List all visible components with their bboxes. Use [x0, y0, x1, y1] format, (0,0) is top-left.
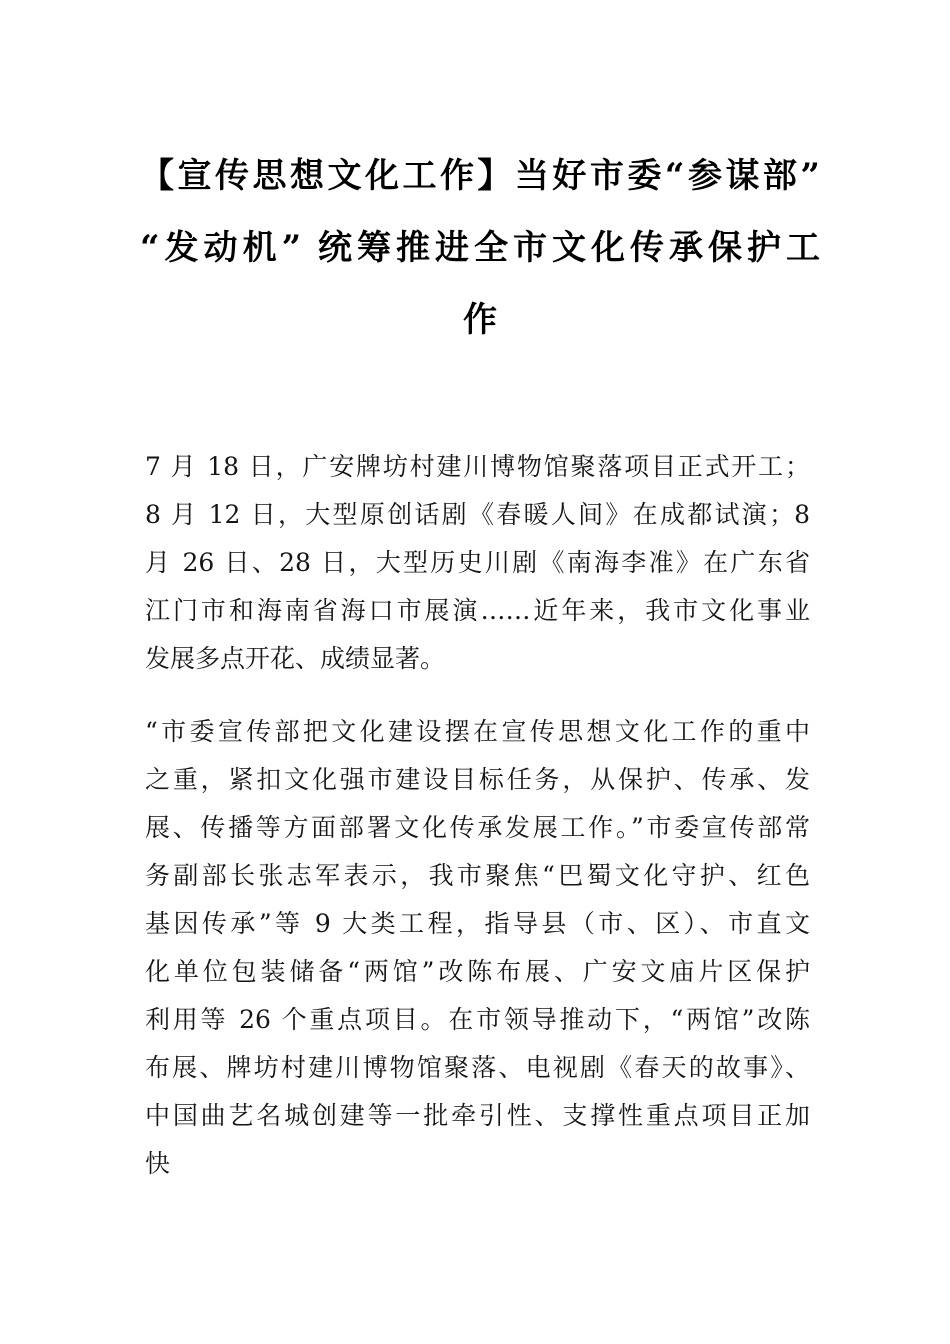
paragraph-line: 中国曲艺名城创建等一批牵引性、支撑性重点项目正加: [145, 1101, 810, 1130]
paragraph-line: “市委宣传部把文化建设摆在宣传思想文化工作的重中: [145, 717, 810, 746]
paragraph-line: 之重，紧扣文化强市建设目标任务，从保护、传承、发: [145, 765, 810, 794]
paragraph-line: 布展、牌坊村建川博物馆聚落、电视剧《春天的故事》、: [145, 1053, 810, 1082]
paragraph-line: 江门市和海南省海口市展演……近年来，我市文化事业: [145, 596, 810, 625]
paragraph-line: 7 月 18 日，广安牌坊村建川博物馆聚落项目正式开工；: [145, 452, 810, 481]
paragraph-2: [145, 708, 810, 1188]
paragraph-line: 务副部长张志军表示，我市聚焦“巴蜀文化守护、红色: [145, 861, 810, 890]
paragraph-line: 展、传播等方面部署文化传承发展工作。”市委宣传部常: [145, 813, 810, 842]
paragraph-line: 基因传承”等 9 大类工程，指导县（市、区）、市直文: [145, 909, 810, 938]
document-title: [140, 140, 820, 356]
title-line: 作: [463, 300, 497, 340]
paragraph-line: 利用等 26 个重点项目。在市领导推动下，“两馆”改陈: [145, 1005, 810, 1034]
paragraph-line: 化单位包装储备“两馆”改陈布展、广安文庙片区保护: [145, 957, 810, 986]
title-line: “发动机” 统筹推进全市文化传承保护工: [140, 228, 820, 268]
title-line: 【宣传思想文化工作】当好市委“参谋部”: [140, 156, 820, 196]
paragraph-line: 快: [145, 1149, 171, 1178]
paragraph-1: [145, 443, 810, 683]
paragraph-line: 发展多点开花、成绩显著。: [145, 644, 446, 673]
paragraph-line: 8 月 12 日，大型原创话剧《春暖人间》在成都试演；8: [145, 500, 810, 529]
paragraph-line: 月 26 日、28 日，大型历史川剧《南海李准》在广东省: [145, 548, 810, 577]
